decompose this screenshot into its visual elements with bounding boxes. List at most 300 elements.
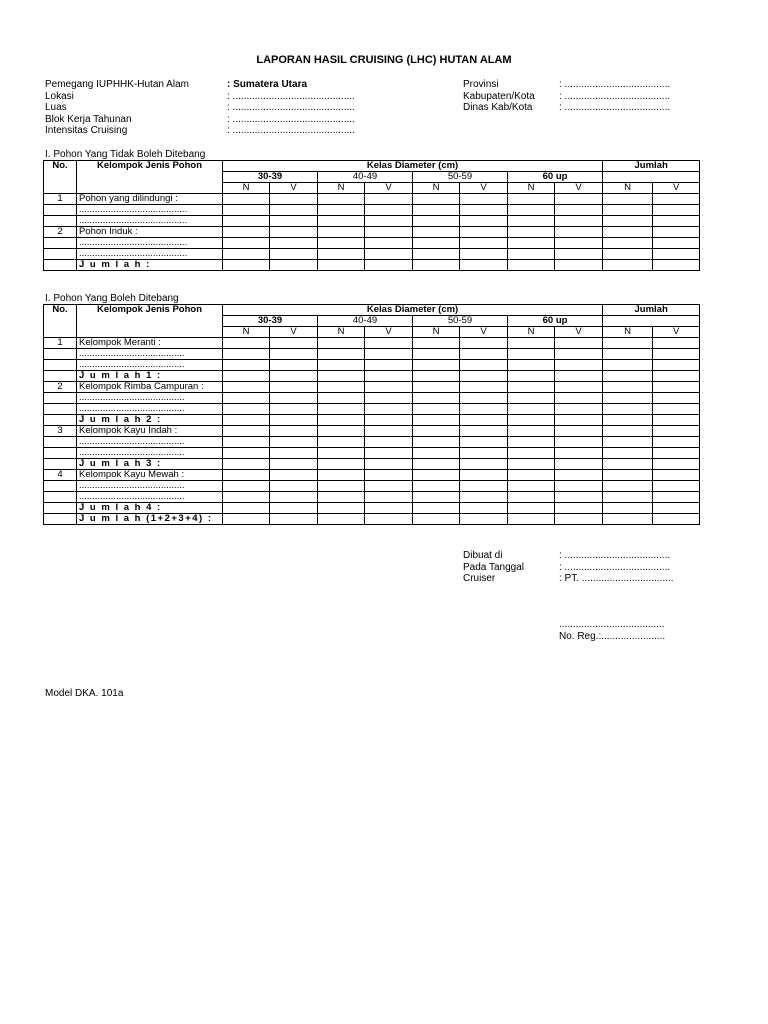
field-value: : Sumatera Utara — [227, 79, 308, 90]
table-row — [44, 227, 700, 238]
row-label: J u m l a h (1+2+3+4) : — [77, 514, 223, 525]
data-cell — [318, 514, 365, 525]
data-cell — [318, 503, 365, 514]
data-cell — [413, 371, 460, 382]
data-cell — [603, 260, 653, 271]
data-cell — [508, 205, 555, 216]
col-jumlah-header: Jumlah — [603, 305, 700, 316]
data-cell — [270, 492, 318, 503]
registration-number: No. Reg.:....................... — [559, 631, 666, 642]
nv-header: V — [460, 327, 508, 338]
table-row — [44, 382, 700, 393]
data-cell — [365, 437, 413, 448]
data-cell — [413, 426, 460, 437]
data-cell — [223, 448, 270, 459]
field-value: : PT. ................................. — [559, 573, 674, 584]
field-value: : ...................................... — [559, 79, 671, 90]
nv-header: N — [603, 327, 653, 338]
data-cell — [413, 227, 460, 238]
data-cell — [653, 415, 700, 426]
nv-header: N — [223, 183, 270, 194]
table-row — [44, 205, 700, 216]
row-no: 2 — [44, 227, 77, 238]
data-cell — [508, 349, 555, 360]
data-cell — [653, 205, 700, 216]
data-cell — [318, 404, 365, 415]
row-no — [44, 249, 77, 260]
data-cell — [653, 227, 700, 238]
section2-heading: I. Pohon Yang Boleh Ditebang — [45, 293, 179, 304]
field-value: : ...................................... — [559, 102, 671, 113]
data-cell — [365, 382, 413, 393]
data-cell — [555, 227, 603, 238]
range-header: 50-59 — [413, 172, 508, 183]
data-cell — [270, 249, 318, 260]
nv-header: N — [318, 327, 365, 338]
data-cell — [365, 238, 413, 249]
field-label: Provinsi — [463, 79, 499, 90]
col-jumlah-header: Jumlah — [603, 161, 700, 172]
field-label: Blok Kerja Tahunan — [45, 113, 132, 125]
range-header: 60 up — [508, 172, 603, 183]
data-cell — [223, 393, 270, 404]
data-cell — [460, 216, 508, 227]
data-cell — [653, 382, 700, 393]
section1-heading: I. Pohon Yang Tidak Boleh Ditebang — [45, 149, 206, 160]
data-cell — [270, 371, 318, 382]
col-no-header: No. — [44, 161, 77, 194]
data-cell — [460, 481, 508, 492]
data-cell — [460, 503, 508, 514]
table-row — [44, 448, 700, 459]
data-cell — [603, 426, 653, 437]
row-no — [44, 238, 77, 249]
data-cell — [460, 360, 508, 371]
data-cell — [365, 194, 413, 205]
table-row — [44, 360, 700, 371]
data-cell — [365, 470, 413, 481]
data-cell — [365, 426, 413, 437]
data-cell — [223, 470, 270, 481]
data-cell — [653, 238, 700, 249]
data-cell — [555, 382, 603, 393]
data-cell — [365, 514, 413, 525]
data-cell — [270, 437, 318, 448]
row-label: J u m l a h 1 : — [77, 371, 223, 382]
range-blank — [603, 316, 700, 327]
data-cell — [223, 260, 270, 271]
data-cell — [413, 492, 460, 503]
data-cell — [603, 238, 653, 249]
data-cell — [270, 238, 318, 249]
data-cell — [318, 349, 365, 360]
field-label: Dibuat di — [463, 550, 503, 561]
header-row — [44, 305, 700, 316]
data-cell — [653, 437, 700, 448]
table-row — [44, 371, 700, 382]
data-cell — [508, 514, 555, 525]
data-cell — [555, 415, 603, 426]
data-cell — [318, 492, 365, 503]
data-cell — [460, 514, 508, 525]
data-cell — [508, 503, 555, 514]
data-cell — [318, 227, 365, 238]
field-label: Lokasi — [45, 90, 74, 102]
range-header: 60 up — [508, 316, 603, 327]
table-row — [44, 349, 700, 360]
field-value: : ............................................ — [227, 125, 355, 136]
field-label: Dinas Kab/Kota — [463, 102, 533, 113]
data-cell — [603, 360, 653, 371]
row-label: ........................................ — [77, 481, 223, 492]
data-cell — [318, 426, 365, 437]
row-label: J u m l a h 4 : — [77, 503, 223, 514]
data-cell — [653, 360, 700, 371]
data-cell — [365, 492, 413, 503]
data-cell — [653, 249, 700, 260]
field-label: Kabupaten/Kota — [463, 90, 535, 102]
data-cell — [365, 415, 413, 426]
row-label: ........................................ — [77, 404, 223, 415]
data-cell — [365, 260, 413, 271]
data-cell — [653, 459, 700, 470]
data-cell — [555, 492, 603, 503]
row-no — [44, 459, 77, 470]
data-cell — [413, 349, 460, 360]
model-code: Model DKA. 101a — [45, 688, 124, 699]
nv-header: V — [653, 183, 700, 194]
data-cell — [270, 415, 318, 426]
row-no — [44, 415, 77, 426]
data-cell — [223, 382, 270, 393]
data-cell — [460, 349, 508, 360]
nv-header: V — [365, 327, 413, 338]
data-cell — [603, 338, 653, 349]
data-cell — [223, 404, 270, 415]
row-label: Pohon Induk : — [77, 227, 223, 238]
data-cell — [318, 238, 365, 249]
data-cell — [223, 426, 270, 437]
data-cell — [460, 205, 508, 216]
table-row — [44, 404, 700, 415]
row-no — [44, 404, 77, 415]
table-row — [44, 249, 700, 260]
data-cell — [508, 437, 555, 448]
data-cell — [223, 205, 270, 216]
data-cell — [413, 448, 460, 459]
data-cell — [318, 249, 365, 260]
nv-header: V — [270, 183, 318, 194]
data-cell — [270, 205, 318, 216]
data-cell — [365, 360, 413, 371]
data-cell — [365, 448, 413, 459]
data-cell — [603, 514, 653, 525]
table-row — [44, 338, 700, 349]
data-cell — [270, 448, 318, 459]
row-no: 1 — [44, 338, 77, 349]
data-cell — [653, 448, 700, 459]
data-cell — [555, 393, 603, 404]
data-cell — [460, 459, 508, 470]
data-cell — [555, 371, 603, 382]
data-cell — [413, 194, 460, 205]
data-cell — [223, 514, 270, 525]
data-cell — [223, 492, 270, 503]
data-cell — [508, 415, 555, 426]
data-cell — [508, 227, 555, 238]
data-cell — [413, 249, 460, 260]
row-label: ........................................ — [77, 349, 223, 360]
row-label: Kelompok Meranti : — [77, 338, 223, 349]
row-label: ......................................... — [77, 205, 223, 216]
data-cell — [318, 216, 365, 227]
data-cell — [413, 393, 460, 404]
table-row — [44, 194, 700, 205]
data-cell — [318, 437, 365, 448]
data-cell — [318, 382, 365, 393]
data-cell — [223, 227, 270, 238]
row-no: 3 — [44, 426, 77, 437]
row-label: ......................................... — [77, 238, 223, 249]
row-no — [44, 481, 77, 492]
data-cell — [223, 415, 270, 426]
range-blank — [603, 172, 700, 183]
data-cell — [460, 470, 508, 481]
field-value: : ............................................ — [227, 90, 355, 102]
data-cell — [508, 238, 555, 249]
col-kelas-header: Kelas Diameter (cm) — [223, 161, 603, 172]
col-no-header: No. — [44, 305, 77, 338]
nv-header: N — [508, 183, 555, 194]
data-cell — [318, 371, 365, 382]
data-cell — [270, 349, 318, 360]
field-label: Pada Tanggal — [463, 561, 524, 573]
data-cell — [223, 249, 270, 260]
nv-header: V — [653, 327, 700, 338]
data-cell — [653, 503, 700, 514]
data-cell — [270, 481, 318, 492]
data-cell — [413, 503, 460, 514]
row-no — [44, 205, 77, 216]
data-cell — [508, 338, 555, 349]
data-cell — [365, 216, 413, 227]
table-row — [44, 470, 700, 481]
table-row — [44, 514, 700, 525]
table-row — [44, 503, 700, 514]
data-cell — [223, 349, 270, 360]
data-cell — [555, 249, 603, 260]
data-cell — [413, 238, 460, 249]
data-cell — [270, 227, 318, 238]
table-row — [44, 216, 700, 227]
data-cell — [653, 470, 700, 481]
row-label: ........................................ — [77, 492, 223, 503]
data-cell — [555, 459, 603, 470]
row-no — [44, 216, 77, 227]
data-cell — [365, 371, 413, 382]
table-row — [44, 238, 700, 249]
range-header: 40-49 — [318, 316, 413, 327]
data-cell — [603, 404, 653, 415]
field-label: Luas — [45, 102, 67, 113]
data-cell — [603, 227, 653, 238]
data-cell — [270, 514, 318, 525]
col-kelompok-header: Kelompok Jenis Pohon — [77, 161, 223, 194]
data-cell — [508, 216, 555, 227]
row-no — [44, 360, 77, 371]
data-cell — [460, 404, 508, 415]
data-cell — [270, 338, 318, 349]
data-cell — [223, 338, 270, 349]
data-cell — [365, 393, 413, 404]
data-cell — [653, 371, 700, 382]
data-cell — [413, 470, 460, 481]
row-label: ......................................... — [77, 249, 223, 260]
nv-header: V — [460, 183, 508, 194]
data-cell — [318, 415, 365, 426]
row-no — [44, 503, 77, 514]
data-cell — [223, 238, 270, 249]
table-boleh-ditebang — [43, 304, 700, 525]
data-cell — [318, 470, 365, 481]
data-cell — [460, 448, 508, 459]
nv-header: N — [318, 183, 365, 194]
data-cell — [555, 514, 603, 525]
data-cell — [413, 360, 460, 371]
data-cell — [365, 205, 413, 216]
data-cell — [270, 216, 318, 227]
data-cell — [508, 382, 555, 393]
table-row — [44, 492, 700, 503]
range-header: 30-39 — [223, 172, 318, 183]
data-cell — [318, 360, 365, 371]
nv-header: V — [270, 327, 318, 338]
data-cell — [508, 404, 555, 415]
data-cell — [653, 404, 700, 415]
data-cell — [318, 338, 365, 349]
data-cell — [653, 338, 700, 349]
row-label: J u m l a h : — [77, 260, 223, 271]
data-cell — [555, 360, 603, 371]
data-cell — [508, 492, 555, 503]
document-title: LAPORAN HASIL CRUISING (LHC) HUTAN ALAM — [256, 54, 512, 66]
row-no: 1 — [44, 194, 77, 205]
data-cell — [460, 426, 508, 437]
data-cell — [555, 205, 603, 216]
row-label: ......................................... — [77, 216, 223, 227]
data-cell — [555, 448, 603, 459]
data-cell — [223, 437, 270, 448]
data-cell — [413, 459, 460, 470]
data-cell — [413, 514, 460, 525]
data-cell — [508, 481, 555, 492]
data-cell — [603, 382, 653, 393]
data-cell — [508, 249, 555, 260]
nv-header: N — [413, 327, 460, 338]
row-label: Kelompok Kayu Mewah : — [77, 470, 223, 481]
data-cell — [223, 459, 270, 470]
data-cell — [223, 216, 270, 227]
range-header: 50-59 — [413, 316, 508, 327]
data-cell — [413, 216, 460, 227]
field-value: : ............................................ — [227, 113, 355, 125]
data-cell — [460, 260, 508, 271]
data-cell — [603, 481, 653, 492]
data-cell — [508, 426, 555, 437]
data-cell — [223, 360, 270, 371]
data-cell — [413, 260, 460, 271]
table-row — [44, 437, 700, 448]
data-cell — [460, 227, 508, 238]
data-cell — [460, 393, 508, 404]
data-cell — [555, 349, 603, 360]
data-cell — [555, 404, 603, 415]
data-cell — [460, 194, 508, 205]
header-row — [44, 161, 700, 172]
row-no — [44, 371, 77, 382]
range-header: 30-39 — [223, 316, 318, 327]
data-cell — [603, 249, 653, 260]
table-row — [44, 393, 700, 404]
data-cell — [555, 503, 603, 514]
row-label: Kelompok Rimba Campuran : — [77, 382, 223, 393]
data-cell — [653, 426, 700, 437]
data-cell — [270, 404, 318, 415]
data-cell — [318, 448, 365, 459]
data-cell — [270, 260, 318, 271]
data-cell — [318, 194, 365, 205]
data-cell — [460, 415, 508, 426]
data-cell — [270, 382, 318, 393]
data-cell — [460, 249, 508, 260]
data-cell — [603, 415, 653, 426]
field-value: : ...................................... — [559, 550, 671, 561]
data-cell — [603, 470, 653, 481]
data-cell — [603, 437, 653, 448]
data-cell — [365, 459, 413, 470]
row-label: Pohon yang dilindungi : — [77, 194, 223, 205]
data-cell — [413, 481, 460, 492]
data-cell — [413, 205, 460, 216]
row-no — [44, 514, 77, 525]
data-cell — [555, 338, 603, 349]
data-cell — [460, 492, 508, 503]
col-kelompok-header: Kelompok Jenis Pohon — [77, 305, 223, 338]
data-cell — [508, 371, 555, 382]
row-label: J u m l a h 2 : — [77, 415, 223, 426]
nv-header: N — [508, 327, 555, 338]
row-no — [44, 437, 77, 448]
data-cell — [365, 481, 413, 492]
data-cell — [460, 338, 508, 349]
data-cell — [365, 249, 413, 260]
signature-line: ...................................... — [559, 619, 665, 630]
row-label: ........................................ — [77, 360, 223, 371]
data-cell — [318, 393, 365, 404]
nv-header: V — [555, 183, 603, 194]
data-cell — [555, 470, 603, 481]
data-cell — [318, 260, 365, 271]
data-cell — [223, 481, 270, 492]
data-cell — [413, 338, 460, 349]
nv-header: V — [365, 183, 413, 194]
field-value: : ............................................ — [227, 102, 355, 113]
data-cell — [555, 260, 603, 271]
data-cell — [460, 382, 508, 393]
data-cell — [508, 448, 555, 459]
field-value: : ...................................... — [559, 90, 671, 102]
field-label: Pemegang IUPHHK-Hutan Alam — [45, 79, 189, 90]
